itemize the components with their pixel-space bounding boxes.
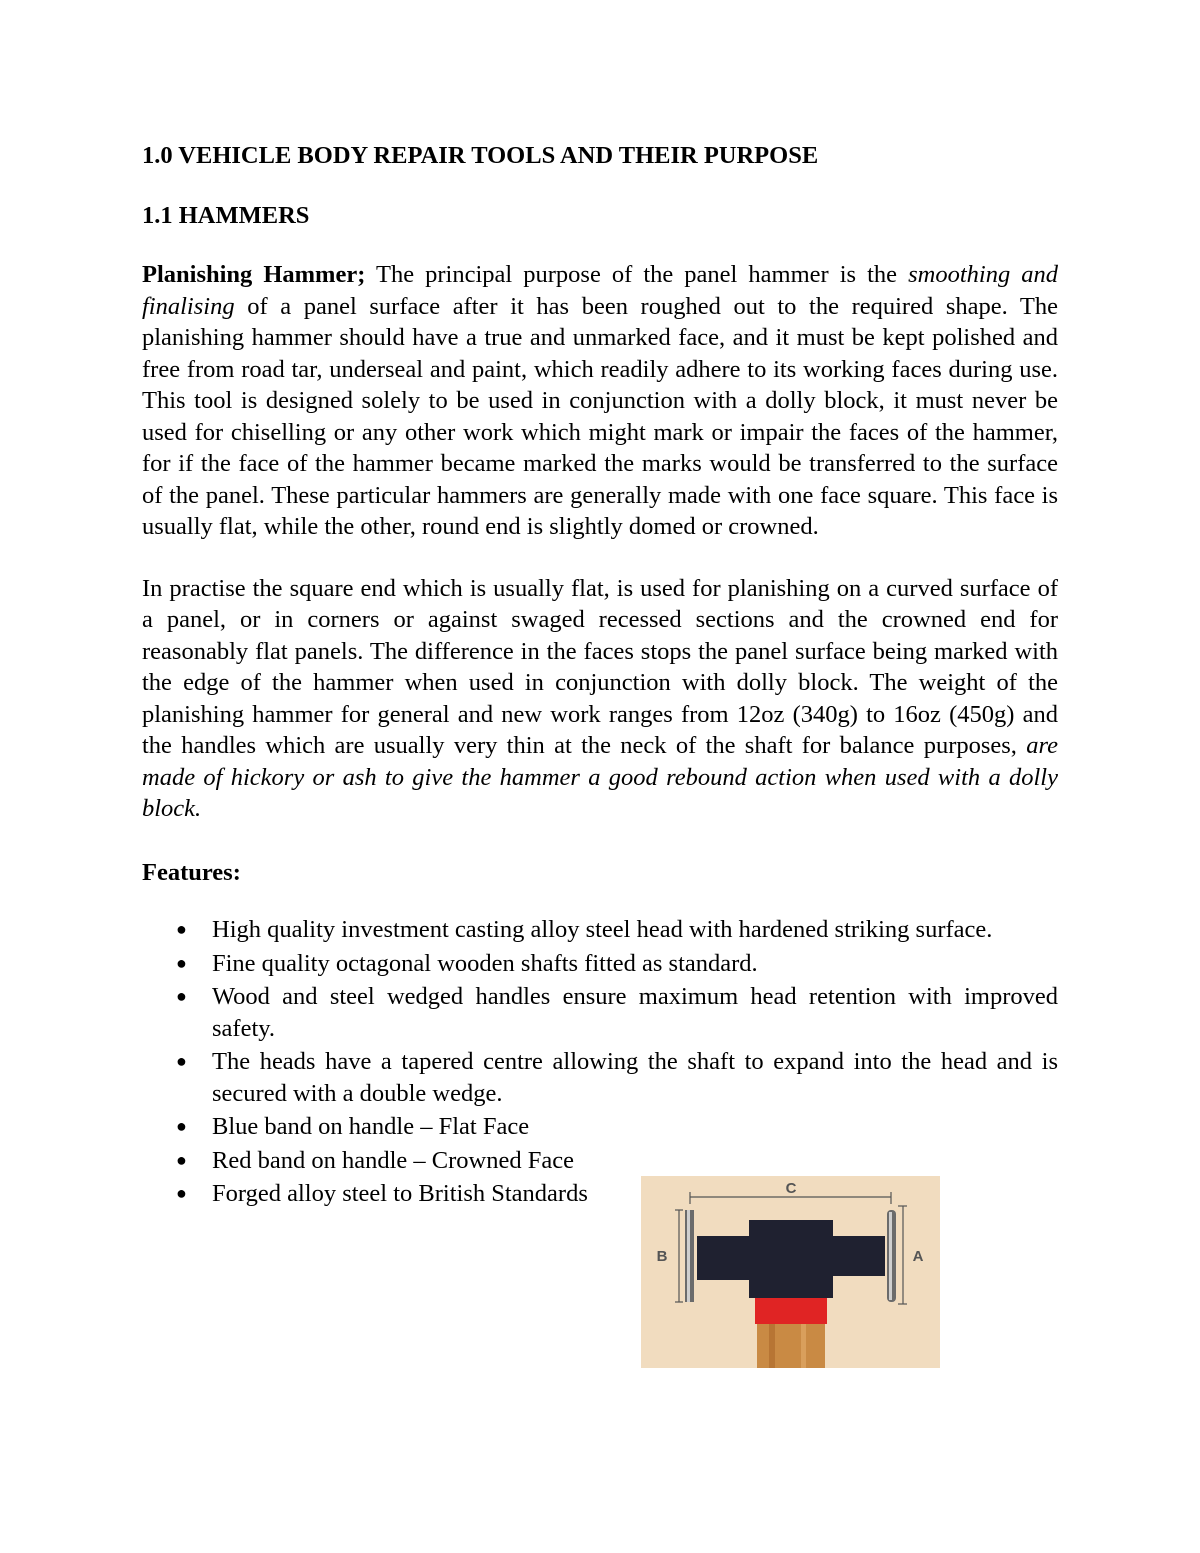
bullet-icon: ● bbox=[176, 1051, 187, 1071]
page-title: 1.0 VEHICLE BODY REPAIR TOOLS AND THEIR PURPOSE bbox=[142, 142, 819, 169]
hammer-right-arm bbox=[833, 1236, 885, 1276]
face-highlight bbox=[889, 1212, 892, 1300]
bullet-icon: ● bbox=[176, 1149, 187, 1170]
list-item bbox=[142, 1145, 622, 1177]
paragraph-text: The principal purpose of the panel hammer is the bbox=[365, 261, 909, 288]
features-list bbox=[142, 914, 1058, 1210]
list-item-text: Wood and steel wedged handles ensure maximum head retention with improved safety. bbox=[212, 983, 1058, 1042]
paragraph-practise bbox=[142, 573, 1058, 825]
list-item bbox=[142, 914, 1058, 946]
bullet-icon: ● bbox=[176, 919, 187, 939]
list-item bbox=[142, 981, 1058, 1044]
paragraph-lead: Planishing Hammer; bbox=[142, 261, 366, 288]
list-item-text: Fine quality octagonal wooden shafts fitted as standard. bbox=[212, 949, 758, 977]
list-item-text: Forged alloy steel to British Standards bbox=[212, 1180, 588, 1207]
list-item bbox=[142, 1178, 622, 1210]
list-item-text: Red band on handle – Crowned Face bbox=[212, 1146, 574, 1174]
hammer-diagram-svg bbox=[641, 1176, 940, 1368]
list-item bbox=[142, 948, 1058, 980]
hammer-left-arm bbox=[697, 1236, 751, 1280]
paragraph-emphasis: are made of hickory or ash to give the hammer a good rebound action when used with a dolly block. bbox=[142, 732, 1058, 822]
section-heading: 1.1 HAMMERS bbox=[142, 201, 310, 229]
document-page bbox=[142, 140, 1058, 1212]
dimension-label-b: B bbox=[656, 1248, 668, 1265]
bullet-icon: ● bbox=[176, 986, 187, 1006]
paragraph-planishing-hammer bbox=[142, 259, 1058, 543]
bullet-icon: ● bbox=[176, 1183, 187, 1203]
list-item-text: High quality investment casting alloy steel head with hardened striking surface. bbox=[212, 916, 993, 943]
bullet-icon: ● bbox=[176, 952, 187, 973]
face-highlight bbox=[687, 1210, 690, 1302]
list-item-text: The heads have a tapered centre allowing the shaft to expand into the head and is secured with a double wedge. bbox=[212, 1048, 1058, 1107]
bullet-icon: ● bbox=[176, 1116, 187, 1136]
dimension-label-a: A bbox=[912, 1248, 924, 1265]
dimension-label-c: C bbox=[785, 1180, 797, 1197]
features-heading: Features: bbox=[142, 858, 241, 886]
paragraph-emphasis: smoothing and finalising bbox=[142, 261, 1058, 320]
list-item bbox=[142, 1111, 622, 1143]
list-item bbox=[142, 1046, 1058, 1109]
hammer-diagram bbox=[641, 1176, 940, 1368]
paragraph-text: of a panel surface after it has been roughed out to the required shape. The planishing hammer should have a true and unmarked face, and it must be kept polished and free from road tar, underseal and paint, which readily adhere to its working faces during use. This tool is designed solely to be used in conjunction with a dolly block, it must never be used for chiselling or any other work which might mark or impair the faces of the hammer, for if the face of the hammer became marked the marks would be transferred to the surface of the panel. These particular hammers are generally made with one face square. This face is usually flat, while the other, round end is slightly domed or crowned. bbox=[142, 292, 1058, 540]
list-item-text: Blue band on handle – Flat Face bbox=[212, 1113, 530, 1140]
hammer-head bbox=[749, 1220, 833, 1298]
paragraph-text: In practise the square end which is usually flat, is used for planishing on a curved surface of a panel, or in corners or against swaged recessed sections and the crowned end for reasonably flat panels. The difference in the faces stops the panel surface being marked with the edge of the hammer when used in conjunction with dolly block. The weight of the planishing hammer for general and new work ranges from 12oz (340g) to 16oz (450g) and the handles which are usually very thin at the neck of the shaft for balance purposes, bbox=[142, 574, 1058, 759]
